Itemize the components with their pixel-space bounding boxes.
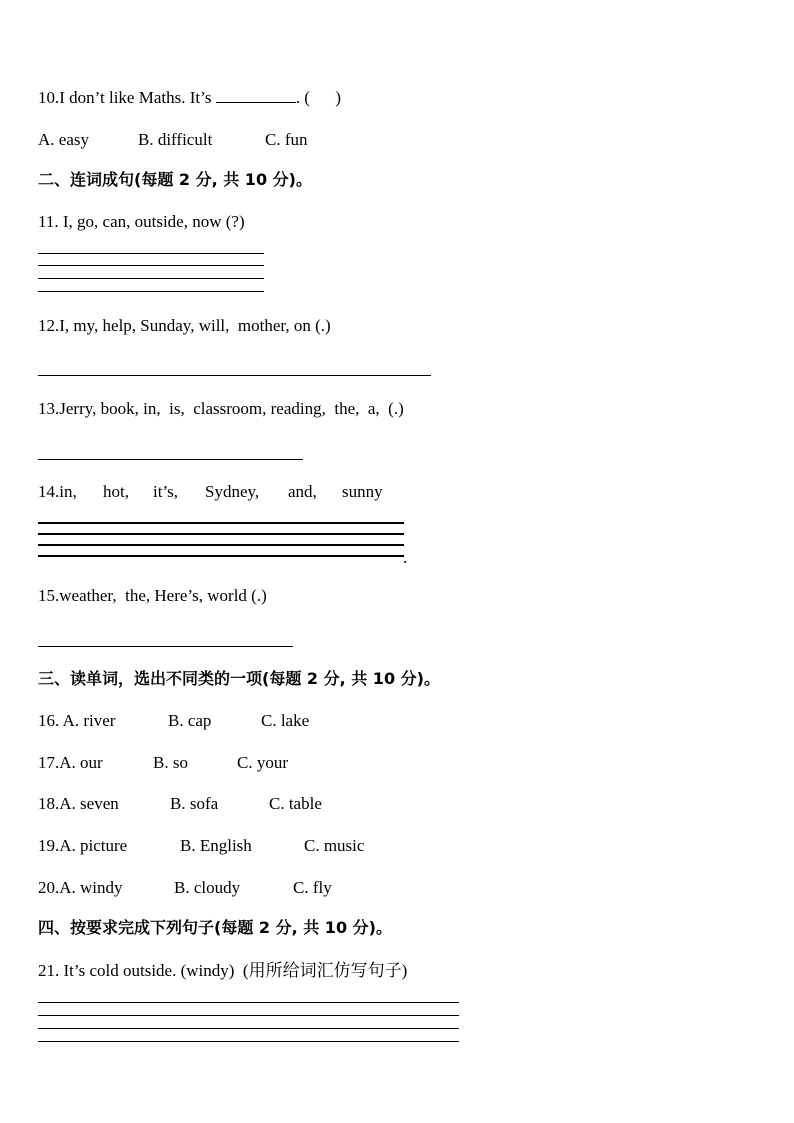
q13-answer-line[interactable]: [38, 459, 303, 460]
q16-option-b: B. cap: [168, 711, 212, 730]
q17-option-c: C. your: [237, 753, 288, 772]
q15-answer-line[interactable]: [38, 646, 293, 647]
section-2-heading: 二、连词成句(每题 2 分, 共 10 分)。: [38, 170, 312, 189]
q20-option-c: C. fly: [293, 878, 332, 897]
q18-option-a: 18.A. seven: [38, 794, 119, 813]
q17-option-a: 17.A. our: [38, 753, 103, 772]
q14-word: and,: [288, 482, 317, 501]
q10-option-b: B. difficult: [138, 130, 213, 149]
q18-option-c: C. table: [269, 794, 322, 813]
q10-answer-blank[interactable]: [216, 88, 296, 103]
q14-word: sunny: [342, 482, 383, 501]
q10-option-a: A. easy: [38, 130, 89, 149]
q10-stem-start: 10.I don’t like Maths. It’s: [38, 88, 216, 107]
q16-option-c: C. lake: [261, 711, 310, 730]
question-10: [38, 88, 341, 108]
q14-word: 14.in,: [38, 482, 77, 501]
q19-option-c: C. music: [304, 836, 365, 855]
q21-answer-line[interactable]: [38, 1015, 459, 1016]
q14-end-mark: .: [403, 548, 408, 567]
q11-answer-line[interactable]: [38, 278, 264, 279]
question-21: 21. It’s cold outside. (windy) (用所给词汇仿写句子): [38, 961, 408, 980]
q16-option-a: 16. A. river: [38, 711, 116, 730]
question-15: 15.weather, the, Here’s, world (.): [38, 586, 267, 605]
q21-answer-line[interactable]: [38, 1028, 459, 1029]
q18-option-b: B. sofa: [170, 794, 219, 813]
q14-word: hot,: [103, 482, 129, 501]
q10-option-c: C. fun: [265, 130, 308, 149]
q14-answer-line[interactable]: [38, 522, 404, 524]
q14-word: it’s,: [153, 482, 179, 501]
q21-answer-line[interactable]: [38, 1041, 459, 1042]
q20-option-a: 20.A. windy: [38, 878, 123, 897]
q14-answer-line[interactable]: [38, 555, 404, 557]
q11-answer-line[interactable]: [38, 253, 264, 254]
section-4-heading: 四、按要求完成下列句子(每题 2 分, 共 10 分)。: [38, 918, 392, 937]
q20-option-b: B. cloudy: [174, 878, 241, 897]
q12-answer-line[interactable]: [38, 375, 431, 376]
q14-answer-line[interactable]: [38, 533, 404, 535]
q17-option-b: B. so: [153, 753, 188, 772]
section-3-heading: 三、读单词，选出不同类的一项(每题 2 分, 共 10 分)。: [38, 669, 440, 688]
q14-answer-line[interactable]: [38, 544, 404, 546]
q21-answer-line[interactable]: [38, 1002, 459, 1003]
q11-answer-line[interactable]: [38, 265, 264, 266]
question-12: 12.I, my, help, Sunday, will, mother, on (.): [38, 316, 331, 335]
q19-option-a: 19.A. picture: [38, 836, 128, 855]
q10-stem-end: . ( ): [295, 88, 342, 107]
question-11: 11. I, go, can, outside, now (?): [38, 212, 245, 231]
q14-word: Sydney,: [205, 482, 260, 501]
q11-answer-line[interactable]: [38, 291, 264, 292]
question-13: 13.Jerry, book, in, is, classroom, reading, the, a, (.): [38, 399, 404, 418]
q19-option-b: B. English: [180, 836, 252, 855]
